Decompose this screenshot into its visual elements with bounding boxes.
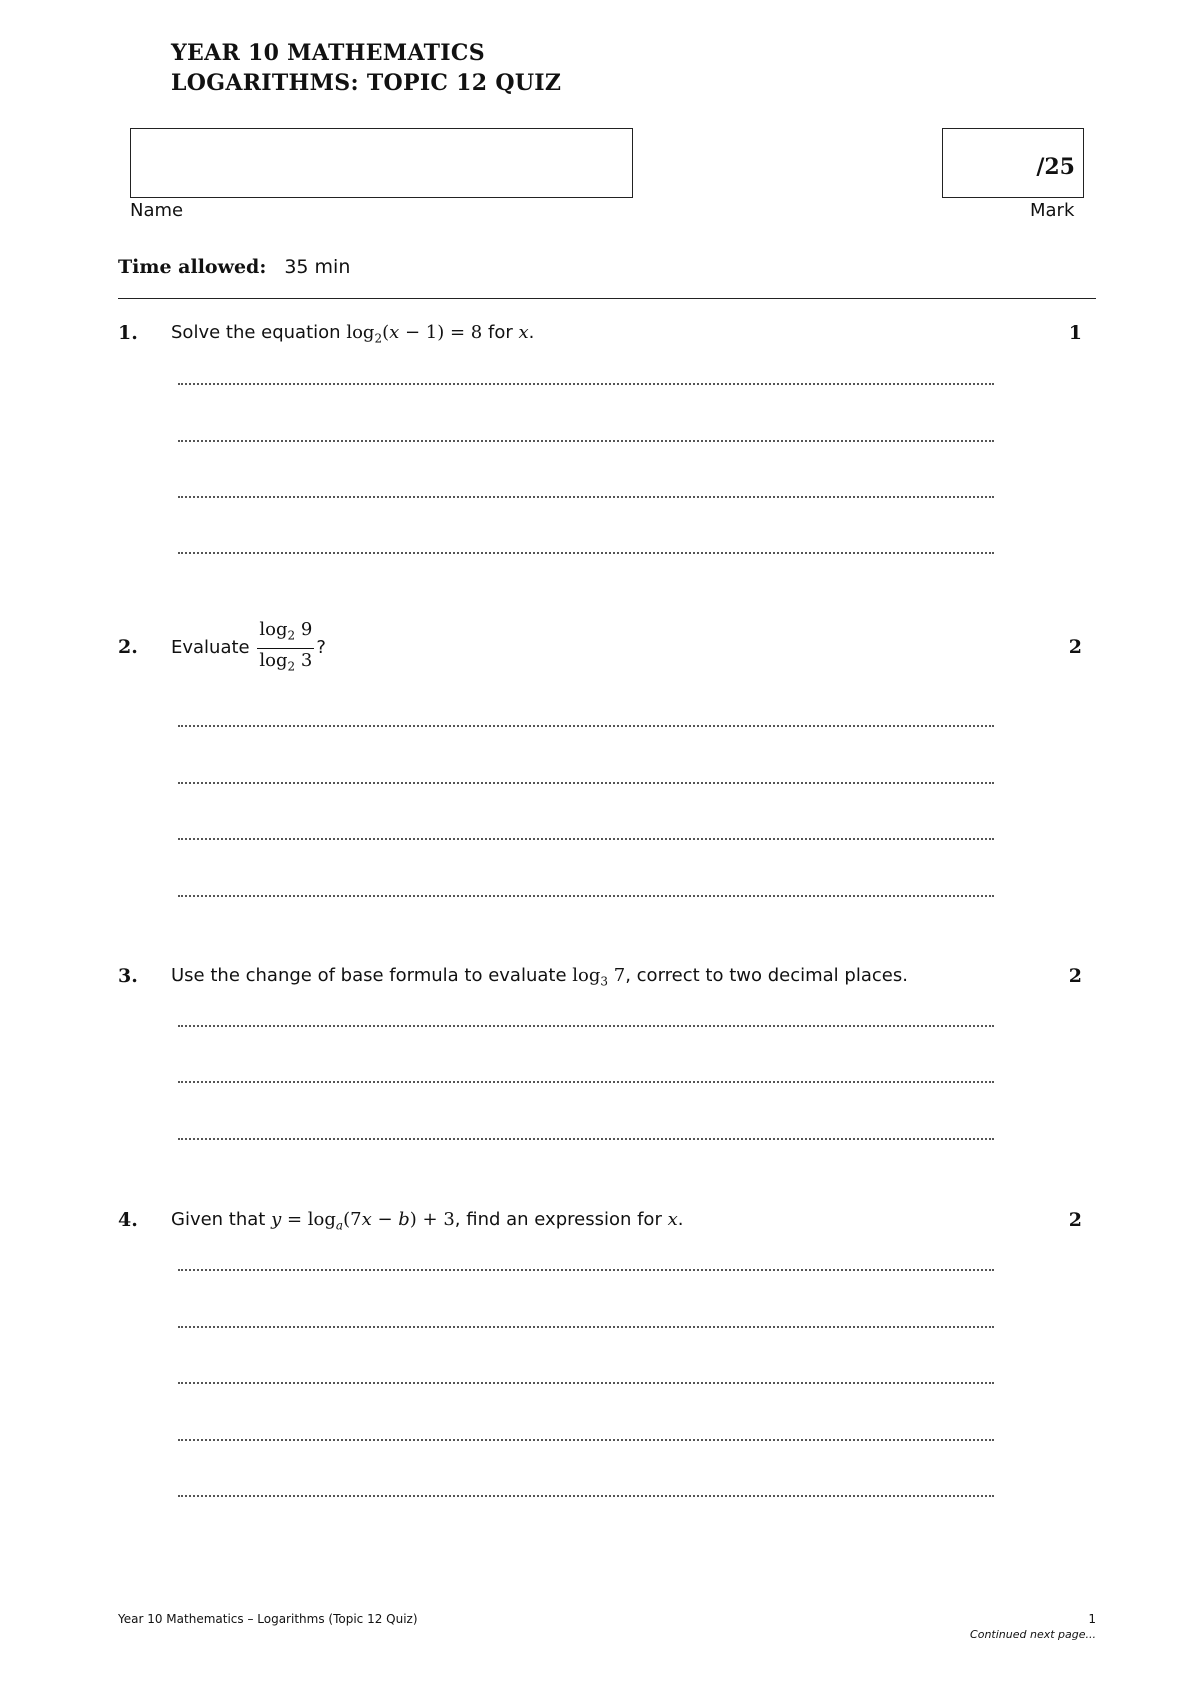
name-label: Name (130, 200, 184, 221)
question-text: Use the change of base formula to evaluate $\log_3 7$, correct to two decimal places. (171, 965, 908, 989)
answer-line[interactable] (178, 1025, 994, 1027)
question-text: Evaluate $\frac{\log_2 9}{\log_2 3}$ ? (171, 618, 326, 678)
header-divider (118, 298, 1096, 299)
answer-line[interactable] (178, 895, 994, 897)
question-number: 2. (118, 636, 138, 658)
title-topic: LOGARITHMS: TOPIC 12 QUIZ (171, 70, 562, 96)
answer-line[interactable] (178, 1439, 994, 1441)
answer-line[interactable] (178, 1081, 994, 1083)
question-marks: 1 (1068, 322, 1082, 344)
footer-title: Year 10 Mathematics – Logarithms (Topic 12 Quiz) (118, 1612, 418, 1626)
time-allowed-label: Time allowed: (118, 256, 267, 278)
answer-line[interactable] (178, 552, 994, 554)
continued-note: Continued next page... (970, 1628, 1096, 1641)
time-allowed-value: 35 min (284, 256, 351, 278)
answer-line[interactable] (178, 1382, 994, 1384)
answer-line[interactable] (178, 725, 994, 727)
answer-line[interactable] (178, 440, 994, 442)
question-marks: 2 (1068, 1209, 1082, 1231)
answer-line[interactable] (178, 838, 994, 840)
log-fraction: $\frac{\log_2 9}{\log_2 3}$ (259, 619, 313, 674)
question-marks: 2 (1068, 965, 1082, 987)
question-number: 3. (118, 965, 138, 987)
answer-line[interactable] (178, 1138, 994, 1140)
question-marks: 2 (1068, 636, 1082, 658)
name-field[interactable] (130, 128, 633, 198)
mark-label: Mark (1030, 200, 1075, 221)
answer-line[interactable] (178, 1495, 994, 1497)
time-allowed (118, 256, 350, 278)
answer-line[interactable] (178, 1269, 994, 1271)
question-number: 1. (118, 322, 138, 344)
page-number: 1 (1088, 1612, 1096, 1626)
answer-line[interactable] (178, 383, 994, 385)
mark-total: /25 (1036, 154, 1075, 180)
question-text: Given that $y = \log_a(7x - b) + 3$, find an expression for x. (171, 1209, 684, 1233)
question-number: 4. (118, 1209, 138, 1231)
answer-line[interactable] (178, 1326, 994, 1328)
mark-field[interactable] (942, 128, 1084, 198)
footer-right (970, 1612, 1096, 1641)
question-text: Solve the equation $\log_2(x - 1) = 8$ for x. (171, 322, 535, 346)
answer-line[interactable] (178, 496, 994, 498)
title-block (171, 38, 561, 98)
title-subject: YEAR 10 MATHEMATICS (171, 40, 485, 66)
answer-line[interactable] (178, 782, 994, 784)
